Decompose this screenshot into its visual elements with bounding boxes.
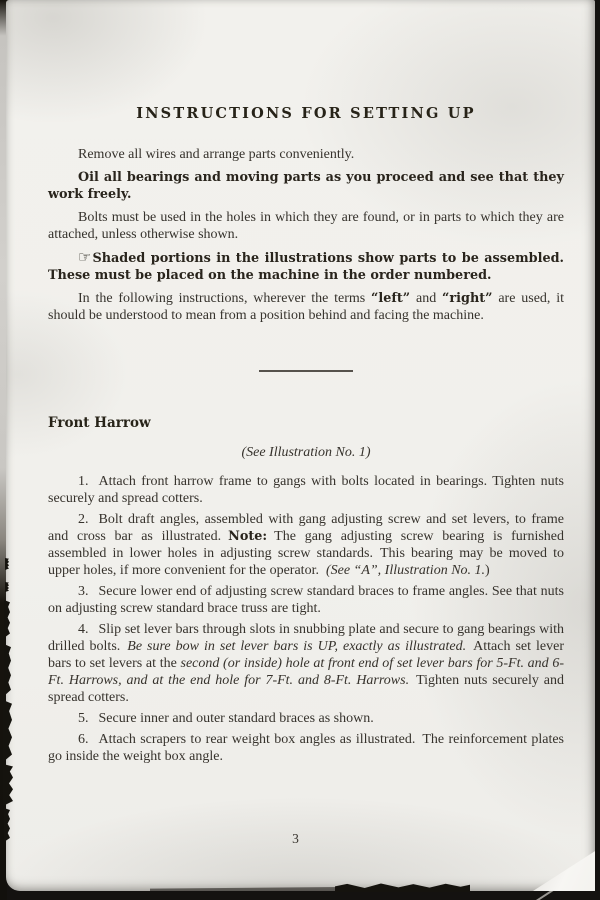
text-run: Bolt draft angles, assembled with gang adjusting screw and set levers, to frame and cross bar as illustrated. bbox=[48, 512, 564, 544]
text-run: Oil all bearings and moving parts as you proceed and see that they work freely. bbox=[48, 170, 564, 202]
front-harrow-heading: Front Harrow bbox=[48, 415, 151, 431]
para-shaded-portions bbox=[48, 249, 564, 284]
para-oil-bearings bbox=[48, 169, 564, 203]
text-run: ) bbox=[485, 563, 490, 578]
text-run: Attach front harrow frame to gangs with bolts located in bearings. Tighten nuts securely and spread cotters. bbox=[48, 474, 564, 506]
step-2 bbox=[48, 511, 564, 579]
text-run: are used, it should be understood to mean from a position behind and facing the machine. bbox=[48, 291, 565, 323]
step-number: 6. bbox=[78, 732, 89, 747]
page-title: INSTRUCTIONS FOR SETTING UP bbox=[136, 105, 476, 122]
text-run: The gang adjusting screw bearing is furnished assembled in lower holes in adjusting screw standards. This bearing may be moved to upper holes, if more convenient for the operator. bbox=[48, 529, 564, 578]
text-run: Secure lower end of adjusting screw standard braces to frame angles. See that nuts on adjusting screw standard brace truss are tight. bbox=[48, 584, 564, 616]
text-run: Shaded portions in the illustrations show parts to be assembled. These must be placed on the machine in the order numbered. bbox=[48, 251, 564, 283]
text-run: Note: bbox=[228, 529, 268, 544]
text-run: Attach scrapers to rear weight box angles as illustrated. The reinforcement plates go inside the weight box angle. bbox=[48, 732, 564, 764]
text-run: “right” bbox=[442, 291, 493, 306]
text-run: Secure inner and outer standard braces as shown. bbox=[98, 711, 374, 726]
text-run: (See “A”, Illustration No. 1. bbox=[325, 563, 486, 578]
text-run: second (or inside) hole at front end of set lever bars for 5-Ft. and 6-Ft. Harrows, and at the end hole for 7-Ft. and 8-Ft. Harrows. bbox=[48, 656, 564, 688]
step-number: 3. bbox=[78, 584, 89, 599]
section-divider bbox=[259, 370, 353, 372]
text-run: Be sure bow in set lever bars is UP, exactly as illustrated. bbox=[127, 639, 467, 654]
step-4 bbox=[48, 621, 564, 706]
text-run: Remove all wires and arrange parts conveniently. bbox=[78, 147, 355, 162]
text-run: “left” bbox=[371, 291, 411, 306]
document-body bbox=[6, 0, 595, 891]
step-1 bbox=[48, 473, 564, 507]
text-run: Slip set lever bars through slots in snubbing plate and secure to gang bearings with drilled bolts. bbox=[48, 622, 564, 654]
step-number: 4. bbox=[78, 622, 89, 637]
step-3 bbox=[48, 583, 564, 617]
document-page bbox=[6, 0, 595, 891]
step-number: 1. bbox=[78, 474, 89, 489]
text-run: In the following instructions, wherever the terms bbox=[78, 291, 372, 306]
step-5 bbox=[48, 710, 564, 727]
text-run: Tighten nuts securely and spread cotters. bbox=[48, 673, 564, 705]
step-number: 5. bbox=[78, 711, 89, 726]
para-bolts bbox=[48, 209, 564, 243]
step-6 bbox=[48, 731, 564, 765]
text-run: Bolts must be used in the holes in which they are found, or in parts to which they are attached, unless otherwise shown. bbox=[48, 210, 564, 242]
illustration-reference: (See Illustration No. 1) bbox=[241, 445, 371, 460]
para-remove-wires bbox=[48, 146, 564, 163]
para-left-right bbox=[48, 290, 564, 324]
text-run: and bbox=[410, 291, 443, 306]
page-number: 3 bbox=[292, 831, 299, 846]
manicule-icon: ☞ bbox=[78, 248, 92, 266]
text-run: Attach set lever bars to set levers at the bbox=[48, 639, 564, 671]
step-number: 2. bbox=[78, 512, 89, 527]
